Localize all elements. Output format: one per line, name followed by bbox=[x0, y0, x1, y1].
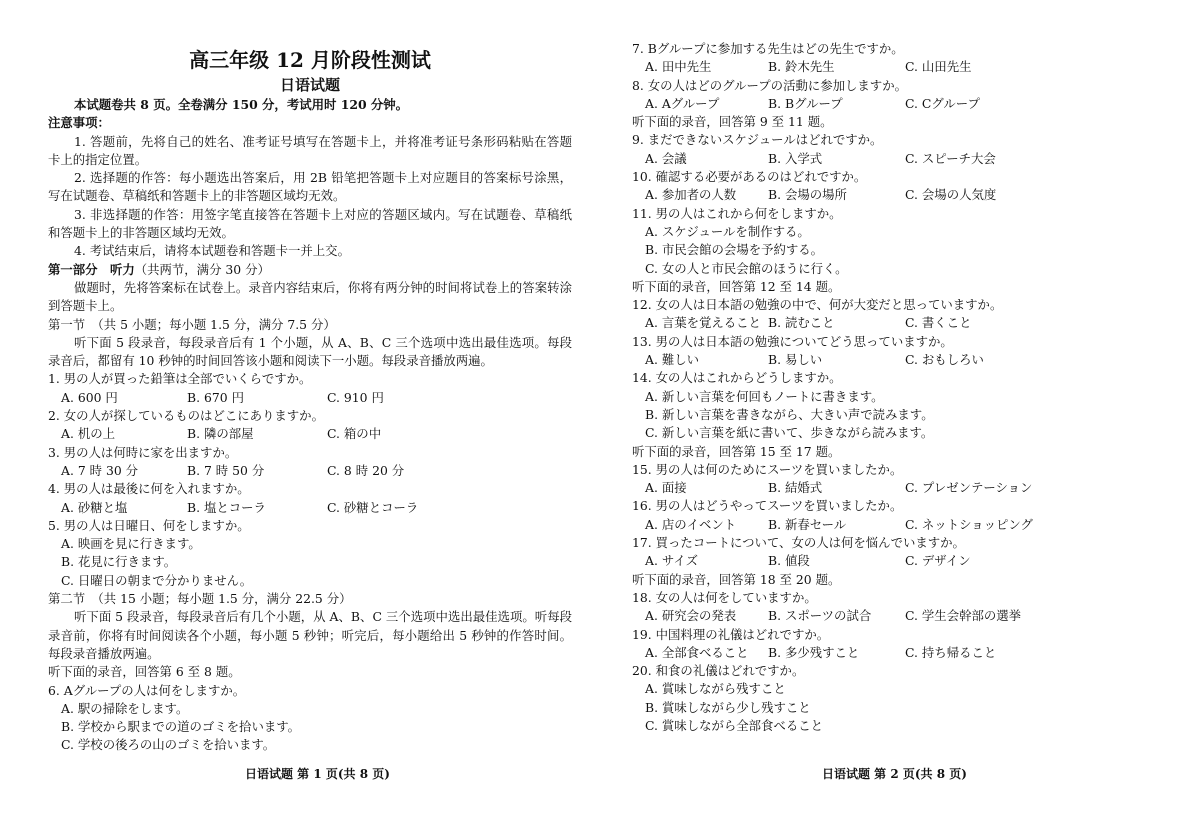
option: A. 600 円 bbox=[61, 389, 118, 405]
option: B. 新しい言葉を書きながら、大きい声で読みます。 bbox=[645, 406, 934, 422]
section2-heading: 第二节 （共 15 小题；每小题 1.5 分，满分 22.5 分） bbox=[48, 591, 352, 607]
notice-item: 1. 答题前，先将自己的姓名、准考证号填写在答题卡上，并将准考证号条形码粘贴在答题卡上的指定位置。 bbox=[48, 133, 572, 167]
option: B. スポーツの試合 bbox=[768, 608, 872, 624]
option-row bbox=[632, 314, 1180, 332]
option: C. 学生会幹部の選挙 bbox=[905, 608, 1022, 624]
option: C. 日曜日の朝まで分かりません。 bbox=[61, 572, 253, 588]
option-row bbox=[48, 389, 572, 407]
exam-page-2 bbox=[600, 0, 1200, 832]
listening-prompt: 听下面的录音，回答第 18 至 20 题。 bbox=[632, 571, 841, 587]
option: C. 女の人と市民会館のほうに行く。 bbox=[645, 260, 848, 276]
listening-prompt: 听下面的录音，回答第 9 至 11 题。 bbox=[632, 114, 833, 130]
question-stem: 18. 女の人は何をしていますか。 bbox=[632, 589, 817, 605]
section1-instructions: 听下面 5 段录音，每段录音后有 1 个小题，从 A、B、C 三个选项中选出最佳选项。每段录音后，都留有 10 秒钟的时间回答该小题和阅读下一小题。每段录音播放两遍。 bbox=[48, 334, 572, 369]
question-stem: 16. 男の人はどうやってスーツを買いましたか。 bbox=[632, 498, 903, 514]
option: B. 7 時 50 分 bbox=[187, 462, 265, 478]
question-stem: 11. 男の人はこれから何をしますか。 bbox=[632, 205, 842, 221]
option: A. 砂糖と塩 bbox=[61, 499, 128, 515]
option-row bbox=[632, 644, 1180, 662]
question-stem: 9. まだできないスケジュールはどれですか。 bbox=[632, 132, 883, 148]
part1-title: 第一部分 听力 bbox=[48, 261, 135, 277]
option: B. 入学式 bbox=[768, 150, 823, 166]
option: A. 店のイベント bbox=[645, 516, 737, 532]
option: C. プレゼンテーション bbox=[905, 480, 1033, 496]
part1-score: （共两节，满分 30 分） bbox=[134, 261, 270, 277]
option-row bbox=[632, 552, 1180, 570]
option: B. 花見に行きます。 bbox=[61, 554, 177, 570]
option: C. 箱の中 bbox=[327, 426, 382, 442]
option: A. 会議 bbox=[645, 150, 687, 166]
listening-prompt: 听下面的录音，回答第 6 至 8 题。 bbox=[48, 664, 241, 680]
option-row bbox=[632, 607, 1180, 625]
question-stem: 14. 女の人はこれからどうしますか。 bbox=[632, 370, 842, 386]
option: C. 8 時 20 分 bbox=[327, 462, 405, 478]
option-row bbox=[632, 150, 1180, 168]
option: C. Cグループ bbox=[905, 95, 980, 111]
option: C. デザイン bbox=[905, 553, 971, 569]
option-row bbox=[632, 351, 1180, 369]
option: C. 書くこと bbox=[905, 315, 972, 331]
option-row bbox=[632, 479, 1180, 497]
question-stem: 20. 和食の礼儀はどれですか。 bbox=[632, 663, 805, 679]
option: B. 市民会館の会場を予約する。 bbox=[645, 242, 824, 258]
option: C. 新しい言葉を紙に書いて、歩きながら読みます。 bbox=[645, 425, 934, 441]
option: A. サイズ bbox=[645, 553, 699, 569]
question-stem: 2. 女の人が探しているものはどこにありますか。 bbox=[48, 408, 324, 424]
option: A. 賞味しながら残すこと bbox=[645, 681, 786, 697]
listening-prompt: 听下面的录音，回答第 15 至 17 题。 bbox=[632, 443, 841, 459]
option: A. 映画を見に行きます。 bbox=[61, 536, 201, 552]
option: A. 机の上 bbox=[61, 426, 115, 442]
option: A. Aグループ bbox=[645, 95, 720, 111]
part1-instructions: 做题时，先将答案标在试卷上。录音内容结束后，你将有两分钟的时间将试卷上的答案转涂到答题卡上。 bbox=[48, 279, 572, 314]
option: A. 田中先生 bbox=[645, 59, 712, 75]
option: B. 賞味しながら少し残すこと bbox=[645, 699, 811, 715]
option-row bbox=[632, 95, 1180, 113]
option: B. Bグループ bbox=[768, 95, 843, 111]
option: B. 学校から駅までの道のゴミを拾います。 bbox=[61, 719, 301, 735]
option: B. 隣の部屋 bbox=[187, 426, 254, 442]
question-stem: 10. 確認する必要があるのはどれですか。 bbox=[632, 169, 867, 185]
page-footer: 日语试题 第 2 页(共 8 页) bbox=[822, 767, 967, 781]
option: C. 砂糖とコーラ bbox=[327, 499, 419, 515]
question-stem: 3. 男の人は何時に家を出ますか。 bbox=[48, 444, 238, 460]
exam-info: 本试题卷共 8 页。全卷满分 150 分，考试用时 120 分钟。 bbox=[74, 97, 409, 112]
question-stem: 5. 男の人は日曜日、何をしますか。 bbox=[48, 517, 250, 533]
option: B. 結婚式 bbox=[768, 480, 823, 496]
section1-heading: 第一节 （共 5 小题；每小题 1.5 分，满分 7.5 分） bbox=[48, 316, 336, 332]
option: A. スケジュールを制作する。 bbox=[645, 223, 810, 239]
notice-heading: 注意事项： bbox=[48, 115, 110, 131]
question-stem: 13. 男の人は日本語の勉強についてどう思っていますか。 bbox=[632, 333, 953, 349]
option: A. 言葉を覚えること bbox=[645, 315, 761, 331]
option: A. 研究会の発表 bbox=[645, 608, 737, 624]
question-stem: 7. Bグループに参加する先生はどの先生ですか。 bbox=[632, 41, 904, 56]
option: B. 塩とコーラ bbox=[187, 499, 266, 515]
option-row bbox=[632, 186, 1180, 204]
option: C. 学校の後ろの山のゴミを拾います。 bbox=[61, 737, 276, 753]
option: B. 多少残すこと bbox=[768, 644, 860, 660]
option: B. 値段 bbox=[768, 553, 810, 569]
question-stem: 8. 女の人はどのグループの活動に参加しますか。 bbox=[632, 77, 907, 93]
option: B. 会場の場所 bbox=[768, 187, 847, 203]
option: B. 読むこと bbox=[768, 315, 835, 331]
page-footer: 日语试题 第 1 页(共 8 页) bbox=[245, 767, 390, 781]
exam-subtitle: 日语试题 bbox=[279, 76, 340, 94]
listening-prompt: 听下面的录音，回答第 12 至 14 题。 bbox=[632, 278, 841, 294]
notice-item: 3. 非选择题的作答：用签字笔直接答在答题卡上对应的答题区域内。写在试题卷、草稿纸和答题卡上的非答题区域均无效。 bbox=[48, 206, 572, 241]
option: B. 易しい bbox=[768, 352, 823, 368]
question-stem: 15. 男の人は何のためにスーツを買いましたか。 bbox=[632, 461, 903, 477]
option: A. 難しい bbox=[645, 352, 699, 368]
option: A. 駅の掃除をします。 bbox=[61, 700, 189, 716]
question-stem: 12. 女の人は日本語の勉強の中で、何が大変だと思っていますか。 bbox=[632, 297, 1003, 313]
option: C. ネットショッピング bbox=[905, 516, 1033, 532]
option: C. 山田先生 bbox=[905, 59, 972, 75]
notice-item: 4. 考试结束后，请将本试题卷和答题卡一并上交。 bbox=[74, 243, 350, 259]
option: B. 新春セール bbox=[768, 516, 847, 532]
option: A. 面接 bbox=[645, 480, 687, 496]
option-row bbox=[632, 58, 1180, 76]
question-stem: 1. 男の人が買った鉛筆は全部でいくらですか。 bbox=[48, 371, 312, 387]
option: A. 新しい言葉を何回もノートに書きます。 bbox=[645, 388, 884, 404]
option: C. 会場の人気度 bbox=[905, 187, 997, 203]
option: A. 参加者の人数 bbox=[645, 187, 737, 203]
option-row bbox=[48, 425, 572, 443]
question-stem: 4. 男の人は最後に何を入れますか。 bbox=[48, 481, 250, 497]
option: B. 670 円 bbox=[187, 389, 244, 405]
option: C. 910 円 bbox=[327, 389, 384, 405]
question-stem: 6. Aグループの人は何をしますか。 bbox=[48, 682, 246, 698]
option: C. スピーチ大会 bbox=[905, 150, 996, 166]
option: A. 全部食べること bbox=[645, 644, 749, 660]
option-row bbox=[48, 499, 572, 517]
option: C. 持ち帰ること bbox=[905, 644, 997, 660]
option-row bbox=[48, 462, 572, 480]
section2-instructions: 听下面 5 段录音，每段录音后有几个小题，从 A、B、C 三个选项中选出最佳选项。听每段录音前，你将有时间阅读各个小题，每小题 5 秒钟；听完后，每小题给出 5 秒钟的作答时间。每段录音播放两遍。 bbox=[48, 609, 572, 661]
part1-heading bbox=[48, 261, 572, 279]
notice-item: 2. 选择题的作答：每小题选出答案后，用 2B 铅笔把答题卡上对应题目的答案标号涂黑，写在试题卷、草稿纸和答题卡上的非答题区域均无效。 bbox=[48, 170, 572, 204]
question-stem: 19. 中国料理の礼儀はどれですか。 bbox=[632, 626, 830, 642]
option: C. おもしろい bbox=[905, 352, 984, 368]
option: A. 7 時 30 分 bbox=[61, 462, 139, 478]
option: B. 鈴木先生 bbox=[768, 59, 835, 75]
option: C. 賞味しながら全部食べること bbox=[645, 717, 823, 733]
option-row bbox=[632, 516, 1180, 534]
exam-title: 高三年级 12 月阶段性测试 bbox=[189, 48, 431, 72]
question-stem: 17. 買ったコートについて、女の人は何を悩んでいますか。 bbox=[632, 535, 965, 551]
